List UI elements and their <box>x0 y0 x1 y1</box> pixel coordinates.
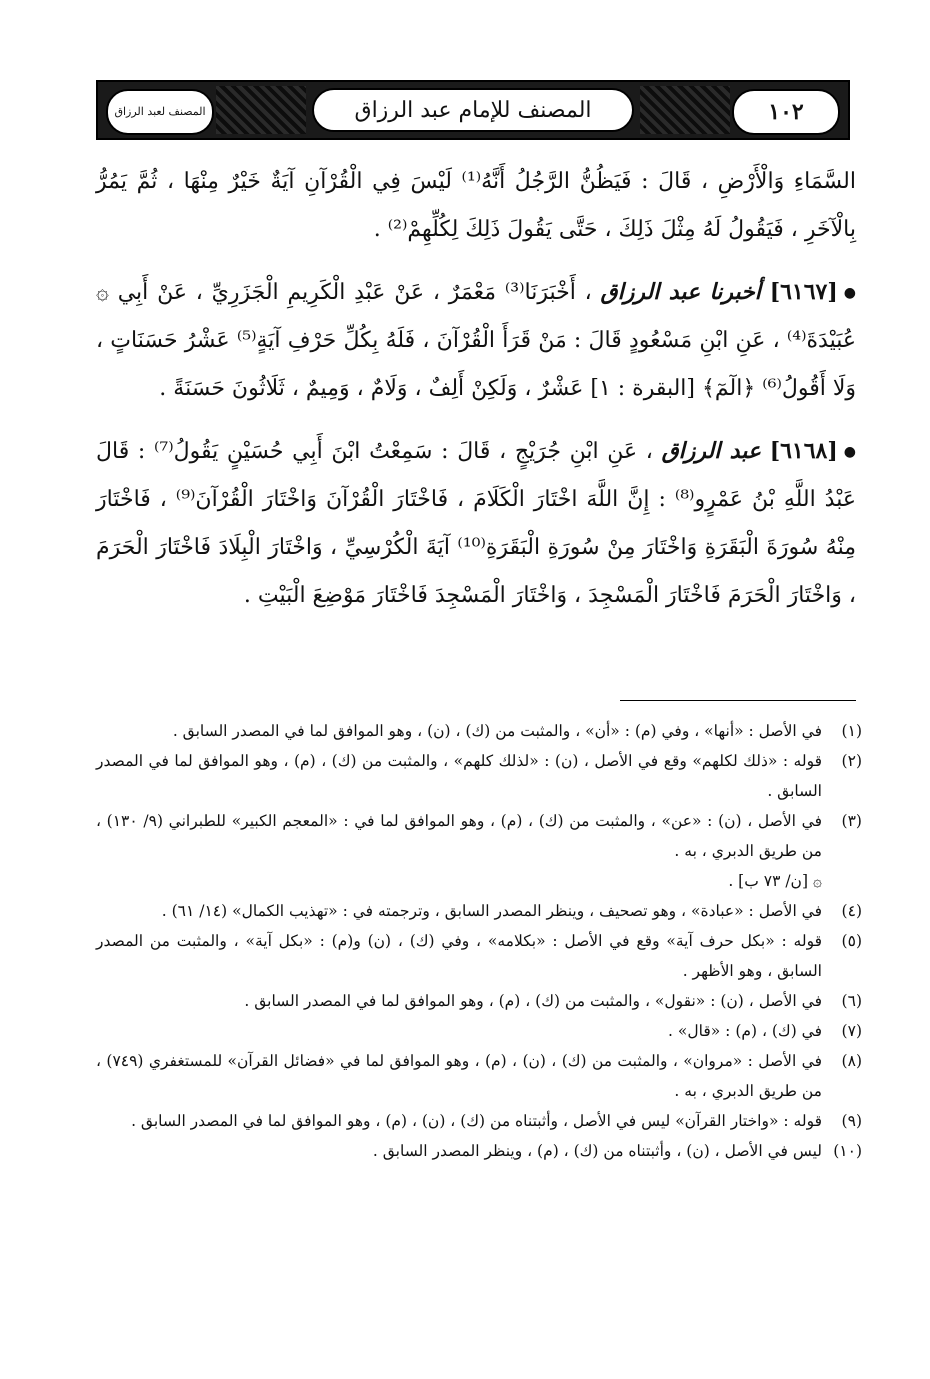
footnote-divider <box>620 700 856 701</box>
hadith-text: ، عَنِ ابْنِ جُرَيْجٍ ، قَالَ : سَمِعْتُ ابْنَ أَبِي حُسَيْنٍ يَقُولُ⁽⁷⁾ : قَالَ عَبْدُ اللَّهِ بْنُ عَمْرٍو⁽⁸⁾ : إِنَّ اللَّهَ اخْتَارَ الْكَلَامَ ، فَاخْتَارَ الْقُرْآنَ وَاخْتَارَ الْقُرْآنَ⁽⁹⁾ ، فَاخْتَارَ مِنْهُ سُورَةَ الْبَقَرَةِ وَاخْتَارَ مِنْ سُورَةِ الْبَقَرَةِ⁽¹⁰⁾ آيَةَ الْكُرْسِيِّ ، وَاخْتَارَ الْبِلَادَ فَاخْتَارَ الْحَرَمَ ، وَاخْتَارَ الْحَرَمَ فَاخْتَارَ الْمَسْجِدَ ، وَاخْتَارَ الْمَسْجِدَ فَاخْتَارَ مَوْضِعَ الْبَيْتِ . <box>96 439 857 608</box>
hadith-text: ، أَخْبَرَنَا⁽³⁾ مَعْمَرٌ ، عَنْ عَبْدِ الْكَرِيمِ الْجَزَرِيِّ ، عَنْ أَبِي ۞ عُبَيْدَةَ⁽⁴⁾ ، عَنِ ابْنِ مَسْعُودٍ قَالَ : مَنْ قَرَأَ الْقُرْآنَ ، فَلَهُ بِكُلِّ حَرْفِ آيَةٍ⁽⁵⁾ عَشْرُ حَسَنَاتٍ ، وَلَا أَقُولُ⁽⁶⁾ ﴿الٓمٓ﴾ [البقرة : ١] عَشْرٌ ، وَلَكِنْ أَلِفٌ ، وَلَامٌ ، وَمِيمٌ ، ثَلَاثُونَ حَسَنَةً . <box>96 280 856 401</box>
page-header <box>96 80 850 140</box>
hadith-number: [٦١٦٨] <box>769 438 838 464</box>
footnote: (٢)قوله : «ذلك لكلهم» وقع في الأصل ، (ن) : «لذلك كلهم» ، والمثبت من (ك) ، (م) ، وهو الموافق لما في المصدر السابق . <box>96 752 862 800</box>
footnote: (٦)في الأصل ، (ن) : «نقول» ، والمثبت من (ك) ، (م) ، وهو الموافق لما في المصدر السابق . <box>244 992 862 1010</box>
hadith-entry-6167 <box>96 268 856 413</box>
footnotes <box>96 716 862 1166</box>
bullet-icon: ● <box>843 285 857 301</box>
running-title: المصنف للإمام عبد الرزاق <box>312 88 634 132</box>
footnote: (١)في الأصل : «أنها» ، وفي (م) : «أن» ، والمثبت من (ك) ، (ن) ، وهو الموافق لما في المصدر السابق . <box>172 722 862 740</box>
main-text <box>96 158 856 634</box>
hadith-number: [٦١٦٧] <box>769 279 838 305</box>
hadith-entry-6168 <box>96 427 856 620</box>
footnote: (١٠)ليس في الأصل ، (ن) ، وأثبتناه من (ك) ، (م) ، وينظر المصدر السابق . <box>372 1142 862 1160</box>
bullet-icon: ● <box>843 444 857 460</box>
header-ornament-right <box>640 86 730 134</box>
footnote: (٩)قوله : «واختار القرآن» ليس في الأصل ، وأثبتناه من (ك) ، (ن) ، (م) ، وهو الموافق لما في المصدر السابق . <box>131 1112 862 1130</box>
paragraph-continuation <box>96 158 856 254</box>
narrator-phrase: عبد الرزاق <box>661 438 761 464</box>
book-seal: المصنف لعبد الرزاق <box>106 89 214 135</box>
footnote: (٧)في (ك) ، (م) : «قال» . <box>668 1022 862 1040</box>
footnote: (٤)في الأصل : «عبادة» ، وهو تصحيف ، وينظر المصدر السابق ، وترجمته في : «تهذيب الكمال» (١٤/ ٦١) . <box>161 902 862 920</box>
page-number: ١٠٢ <box>732 89 840 135</box>
paragraph-text: السَّمَاءِ وَالْأَرْضِ ، قَالَ : فَيَظُنُّ الرَّجُلُ أَنَّهُ⁽¹⁾ لَيْسَ فِي الْقُرْآنِ آيَةٌ خَيْرٌ مِنْهَا ، ثُمَّ يَمُرُّ بِالْآخَرِ ، فَيَقُولُ لَهُ مِثْلَ ذَلِكَ ، حَتَّى يَقُولَ ذَلِكَ لِكُلِّهِمْ⁽²⁾ . <box>96 169 856 242</box>
footnote: (٨)في الأصل : «مروان» ، والمثبت من (ك) ، (ن) ، (م) ، وهو الموافق لما في «فضائل القرآن» للمستغفري (٧٤٩) ، من طريق الدبري ، به . <box>96 1052 862 1100</box>
header-ornament-left <box>216 86 306 134</box>
footnote-folio-marker: ۞ [ن/ ٧٣ ب] . <box>728 872 822 890</box>
narrator-phrase: أخبرنا عبد الرزاق <box>600 279 761 305</box>
footnote: (٣)في الأصل ، (ن) : «عن» ، والمثبت من (ك) ، (م) ، وهو الموافق لما في : «المعجم الكبير» للطبراني (٩/ ١٣٠) ، من طريق الدبري ، به . <box>96 812 862 860</box>
footnote: (٥)قوله : «بكل حرف آية» وقع في الأصل : «بكلامه» ، وفي (ك) ، (ن) و(م) : «بكل آية» ، والمثبت من المصدر السابق ، وهو الأظهر . <box>96 932 862 980</box>
